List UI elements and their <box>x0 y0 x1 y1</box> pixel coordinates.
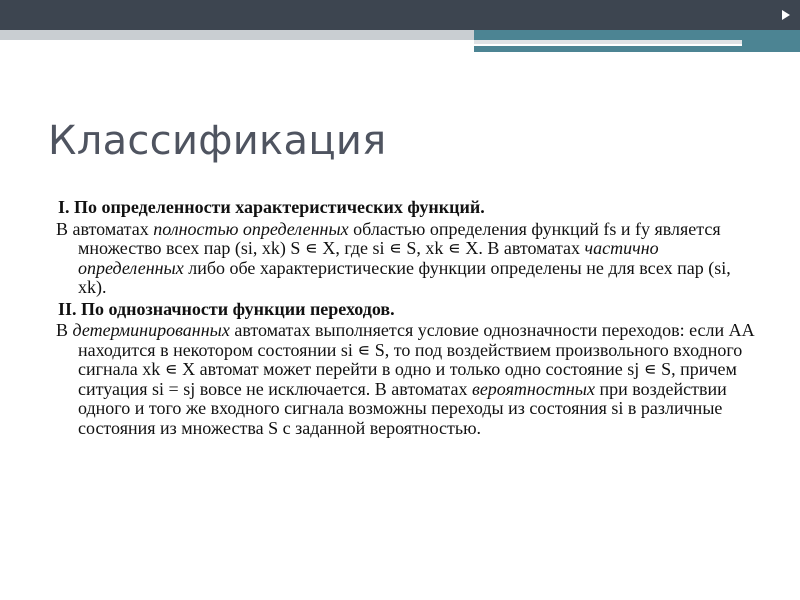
text-run: при воздействии одного и того же входного сигнала возможны переходы из состояния si в различные состояния из множества S с заданной вероятностью. <box>78 378 727 438</box>
section-2-paragraph <box>56 321 756 438</box>
section-1-heading: I. По определенности характеристических функций. <box>58 197 485 217</box>
slide-content <box>56 198 756 440</box>
italic-term: вероятностных <box>472 378 595 399</box>
slide-title: Классификация <box>48 118 387 164</box>
corner-arrow-icon <box>782 10 790 20</box>
text-run: либо обе характеристические функции определены не для всех пар (si, xk). <box>78 257 731 297</box>
header-band-white-line <box>474 44 742 46</box>
header-band-gray <box>0 30 474 40</box>
header-band-dark <box>0 0 800 30</box>
italic-term: частично определенных <box>78 238 659 278</box>
section-2-heading: II. По однозначности функции переходов. <box>58 298 395 319</box>
text-run: В <box>56 320 73 340</box>
italic-term: полностью определенных <box>153 218 349 239</box>
section-1-paragraph <box>56 220 756 298</box>
text-run: В автоматах <box>56 218 154 239</box>
text-run: автоматах выполняется условие однозначности переходов: если АА находится в некотором состоянии si ∊ S, то под воздействием произвольного входного сигнала xk ∊ X автомат может перейти в одно и только одно состояние sj ∊ S, причем ситуация si = sj вовсе не исключается. В автоматах <box>78 320 755 399</box>
italic-term: детерминированных <box>72 320 230 340</box>
text-run: областью определения функций fs и fy является множество всех пар (si, xk) S ∊ X, где si ∊ S, xk ∊ X. В автоматах <box>78 218 721 258</box>
